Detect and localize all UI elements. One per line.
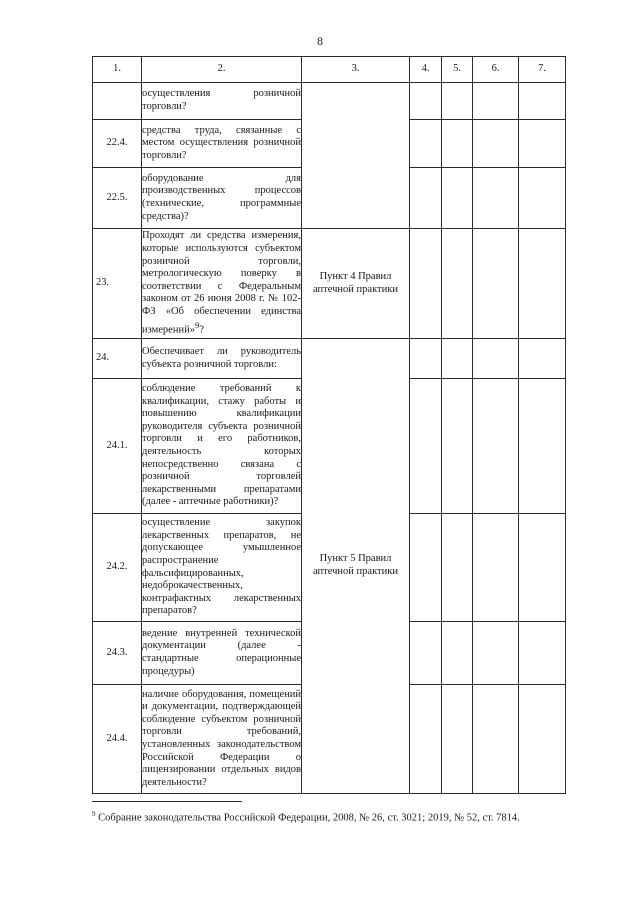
answer-cell [473,83,519,120]
answer-cell [410,229,442,339]
answer-cell [519,685,566,794]
column-header: 2. [142,57,302,83]
answer-cell [473,168,519,229]
footnote-reference: 9 [194,319,200,330]
column-header: 7. [519,57,566,83]
answer-cell [473,514,519,622]
answer-cell [519,379,566,514]
answer-cell [519,339,566,379]
table-row [93,229,566,339]
answer-cell [473,120,519,168]
item-question: наличие оборудования, помещений и документации, подтверждающей соблюдение субъектом розничной торговли требований, установленных законодательством Российской Федерации о лицензировании отдельных видов деятельности? [142,685,302,794]
item-number: 23. [93,229,142,339]
answer-cell [519,168,566,229]
answer-cell [442,229,473,339]
answer-cell [473,379,519,514]
item-question: ведение внутренней технической документации (далее - стандартные операционные процедуры) [142,622,302,685]
column-header: 1. [93,57,142,83]
answer-cell [410,339,442,379]
item-number: 24. [93,339,142,379]
answer-cell [410,622,442,685]
answer-cell [473,622,519,685]
item-number: 24.4. [93,685,142,794]
requirement-cell: Пункт 4 Правил аптечной практики [302,229,410,339]
answer-cell [442,379,473,514]
answer-cell [410,514,442,622]
item-question: оборудование для производственных процессов (технические, программные средства)? [142,168,302,229]
answer-cell [473,339,519,379]
answer-cell [519,229,566,339]
answer-cell [519,514,566,622]
answer-cell [442,339,473,379]
answer-cell [442,168,473,229]
answer-cell [519,83,566,120]
checklist-table [92,56,566,794]
table-row [93,339,566,379]
answer-cell [410,83,442,120]
footnote-separator [92,801,242,802]
table-header-row [93,57,566,83]
item-question: осуществление закупок лекарственных препаратов, не допускающее умышленное распространение фальсифицированных, недоброкачественных, контрафактных лекарственных препаратов? [142,514,302,622]
column-header: 5. [442,57,473,83]
answer-cell [410,120,442,168]
item-number [93,83,142,120]
answer-cell [519,120,566,168]
item-number: 22.5. [93,168,142,229]
item-question: Обеспечивает ли руководитель субъекта розничной торговли: [142,339,302,379]
column-header: 6. [473,57,519,83]
answer-cell [410,685,442,794]
answer-cell [410,379,442,514]
answer-cell [442,622,473,685]
column-header: 4. [410,57,442,83]
answer-cell [442,514,473,622]
answer-cell [442,83,473,120]
requirement-cell [302,83,410,229]
item-question: Проходят ли средства измерения, которые используются субъектом розничной торговли, метрологическую поверку в соответствии с Федеральным законом от 26 июня 2008 г. № 102-ФЗ «Об обеспечении единства измерений»$^9$? [142,229,302,339]
column-header: 3. [302,57,410,83]
footnote-mark: 9 [92,810,96,818]
table-row [93,83,566,120]
answer-cell [410,168,442,229]
item-number: 22.4. [93,120,142,168]
item-number: 24.1. [93,379,142,514]
item-number: 24.2. [93,514,142,622]
answer-cell [442,685,473,794]
footnote [92,808,572,825]
footnote-text: Собрание законодательства Российской Федерации, 2008, № 26, ст. 3021; 2019, № 52, ст. 7814. [98,812,520,824]
answer-cell [473,685,519,794]
page-number: 8 [317,34,323,48]
answer-cell [473,229,519,339]
answer-cell [442,120,473,168]
answer-cell [519,622,566,685]
item-number: 24.3. [93,622,142,685]
requirement-cell: Пункт 5 Правил аптечной практики [302,339,410,794]
item-question: соблюдение требований к квалификации, стажу работы и повышению квалификации руководителя субъекта розничной торговли и его работников, деятельность которых непосредственно связана с розничной торговлей лекарственными препаратами (далее - аптечные работники)? [142,379,302,514]
item-question: осуществления розничной торговли? [142,83,302,120]
item-question: средства труда, связанные с местом осуществления розничной торговли? [142,120,302,168]
